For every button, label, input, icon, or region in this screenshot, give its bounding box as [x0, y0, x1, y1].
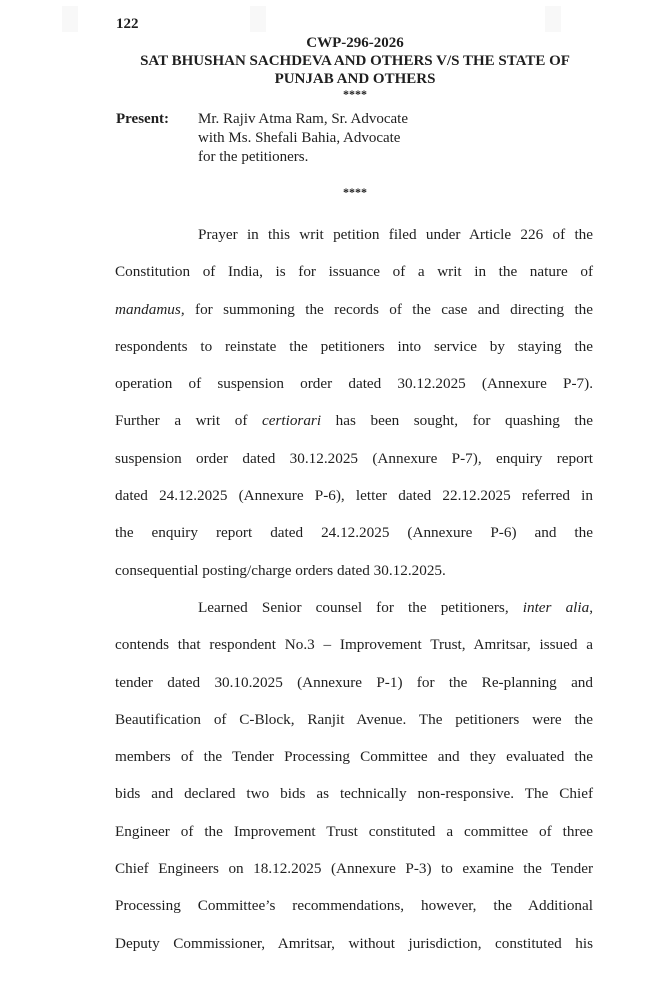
text-line — [115, 552, 593, 589]
text-line — [115, 738, 593, 775]
case-title-line-2: PUNJAB AND OTHERS — [274, 71, 436, 87]
stars-separator: **** — [343, 185, 367, 199]
text-run: dated 24.12.2025 (Annexure P-6), letter dated 22.12.2025 referred in — [115, 487, 593, 505]
paragraph-2 — [115, 589, 593, 962]
case-number: CWP-296-2026 — [306, 35, 404, 51]
text-line — [115, 514, 593, 551]
paragraph-1 — [115, 216, 593, 589]
text-line — [115, 701, 593, 738]
text-line — [115, 925, 593, 962]
text-run: the enquiry report dated 24.12.2025 (Annexure P-6) and the — [115, 524, 593, 542]
italic-term: certiorari — [261, 412, 322, 430]
text-line — [115, 664, 593, 701]
text-line — [115, 328, 593, 365]
text-run: Deputy Commissioner, Amritsar, without jurisdiction, constituted his — [115, 934, 593, 952]
text-run: Engineer of the Improvement Trust constituted a committee of three — [115, 822, 593, 840]
present-line: Mr. Rajiv Atma Ram, Sr. Advocate — [198, 111, 408, 127]
text-run: Prayer in this writ petition filed under Article 226 of the — [198, 226, 593, 243]
order-body — [115, 216, 593, 962]
text-run: consequential posting/charge orders dated 30.12.2025. — [115, 561, 446, 579]
text-run: bids and declared two bids as technically non-responsive. The Chief — [115, 785, 593, 803]
text-run: Beautification of C-Block, Ranjit Avenue. The petitioners were the — [115, 710, 593, 728]
text-line — [115, 253, 593, 290]
text-line — [115, 626, 593, 663]
text-line — [115, 887, 593, 924]
text-run: Chief Engineers on 18.12.2025 (Annexure P-3) to examine the Tender — [115, 860, 593, 878]
text-line — [115, 775, 593, 812]
text-line — [115, 216, 593, 253]
page-number: 122 — [116, 16, 139, 32]
text-line — [115, 589, 593, 626]
text-run: Learned Senior counsel for the petitioners, — [198, 598, 523, 616]
present-counsel — [198, 110, 408, 167]
text-run: , — [589, 598, 593, 616]
case-title-line-1: SAT BHUSHAN SACHDEVA AND OTHERS V/S THE STATE OF — [140, 53, 570, 69]
text-run: contends that respondent No.3 – Improvement Trust, Amritsar, issued a — [115, 636, 593, 654]
text-line — [115, 813, 593, 850]
text-run: operation of suspension order dated 30.12.2025 (Annexure P-7). — [115, 375, 593, 393]
text-run: Further a writ of — [115, 412, 262, 430]
emblem-watermark-icon — [238, 2, 278, 36]
emblem-watermark-icon — [50, 2, 90, 36]
text-line — [115, 850, 593, 887]
text-line — [115, 440, 593, 477]
text-run: has been sought, for quashing the — [321, 412, 593, 430]
text-run: Constitution of India, is for issuance of a writ in the nature of — [115, 263, 593, 281]
emblem-watermark-icon — [533, 2, 573, 36]
text-run: members of the Tender Processing Committee and they evaluated the — [115, 748, 593, 766]
present-line: for the petitioners. — [198, 149, 309, 165]
text-line — [115, 402, 593, 439]
case-header — [110, 34, 600, 100]
text-line — [115, 291, 593, 328]
stars-divider: **** — [343, 87, 367, 101]
text-line — [115, 477, 593, 514]
present-line: with Ms. Shefali Bahia, Advocate — [198, 130, 401, 146]
text-run: Processing Committee’s recommendations, however, the Additional — [115, 897, 593, 915]
italic-term: mandamus — [115, 300, 181, 318]
text-run: , for summoning the records of the case and directing the — [180, 300, 593, 318]
italic-term: inter alia — [522, 598, 590, 616]
text-run: suspension order dated 30.12.2025 (Annexure P-7), enquiry report — [115, 449, 593, 467]
text-run: respondents to reinstate the petitioners into service by staying the — [115, 337, 593, 355]
present-label: Present: — [116, 111, 170, 127]
text-run: tender dated 30.10.2025 (Annexure P-1) for the Re-planning and — [115, 673, 593, 691]
text-line — [115, 365, 593, 402]
